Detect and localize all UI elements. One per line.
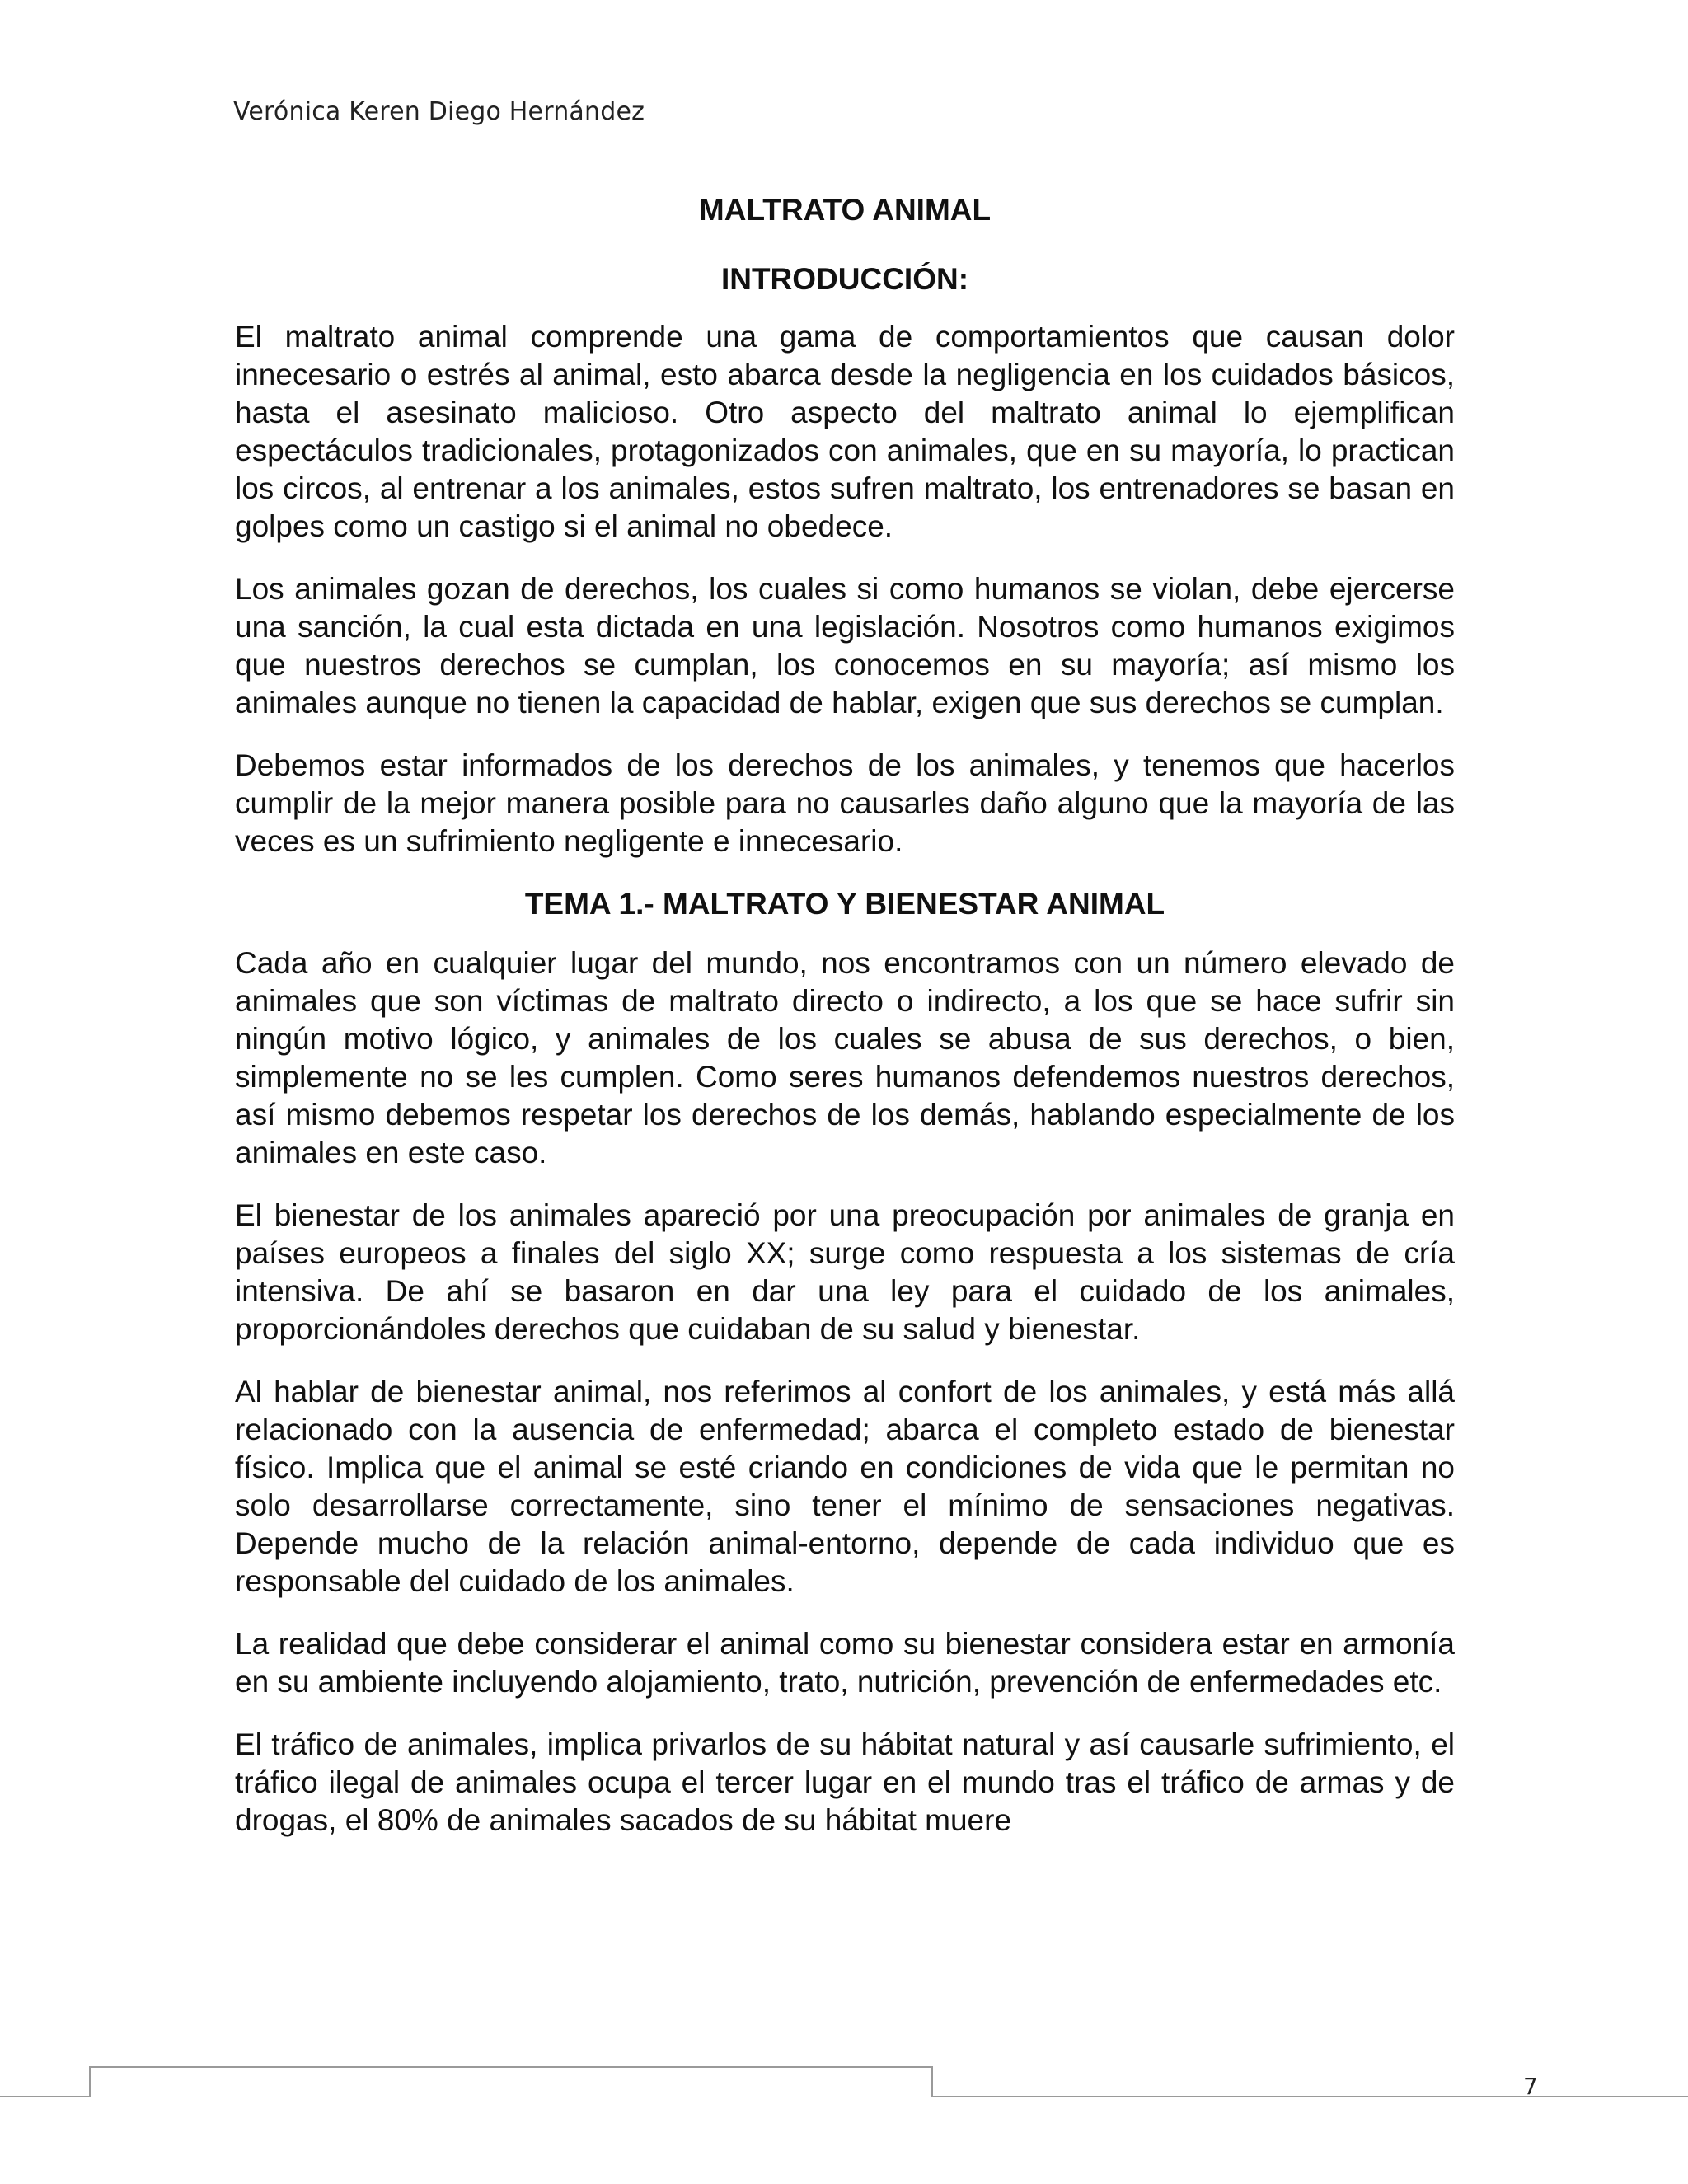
document-body xyxy=(235,191,1455,1840)
tema1-paragraph-5: El tráfico de animales, implica privarlos de su hábitat natural y así causarle sufrimiento, el tráfico ilegal de animales ocupa el tercer lugar en el mundo tras el tráfico de armas y de drogas, el 80% de animales sacados de su hábitat muere xyxy=(235,1727,1455,1837)
intro-paragraph-1: El maltrato animal comprende una gama de comportamientos que causan dolor innecesario o estrés al animal, esto abarca desde la negligencia en los cuidados básicos, hasta el asesinato malicioso. Otro aspecto del maltrato animal lo ejemplifican espectáculos tradicionales, protagonizados con animales, que en su mayoría, lo practican los circos, al entrenar a los animales, estos sufren maltrato, los entrenadores se basan en golpes como un castigo si el animal no obedece. xyxy=(235,320,1455,543)
footer-box xyxy=(89,2066,933,2097)
document-title: MALTRATO ANIMAL xyxy=(698,193,992,227)
intro-paragraph-3: Debemos estar informados de los derechos de los animales, y tenemos que hacerlos cumplir de la mejor manera posible para no causarles daño alguno que la mayoría de las veces es un sufrimiento negligente e innecesario. xyxy=(235,748,1455,858)
intro-heading: INTRODUCCIÓN: xyxy=(720,262,969,296)
intro-paragraph-2: Los animales gozan de derechos, los cuales si como humanos se violan, debe ejercerse una sanción, la cual esta dictada en una legislación. Nosotros como humanos exigimos que nuestros derechos se cumplan, los conocemos en su mayoría; así mismo los animales aunque no tienen la capacidad de hablar, exigen que sus derechos se cumplan. xyxy=(235,572,1455,719)
tema1-paragraph-1: Cada año en cualquier lugar del mundo, nos encontramos con un número elevado de animales que son víctimas de maltrato directo o indirecto, a los que se hace sufrir sin ningún motivo lógico, y animales de los cuales se abusa de sus derechos, o bien, simplemente no se les cumplen. Como seres humanos defendemos nuestros derechos, así mismo debemos respetar los derechos de los demás, hablando especialmente de los animales en este caso. xyxy=(235,946,1455,1169)
footer-rule-right xyxy=(931,2096,1688,2097)
tema1-paragraph-4: La realidad que debe considerar el animal como su bienestar considera estar en armonía en su ambiente incluyendo alojamiento, trato, nutrición, prevención de enfermedades etc. xyxy=(235,1627,1455,1699)
page-number: 7 xyxy=(1523,2073,1538,2100)
tema1-heading: TEMA 1.- MALTRATO Y BIENESTAR ANIMAL xyxy=(524,887,1165,921)
tema1-paragraph-2: El bienestar de los animales apareció por una preocupación por animales de granja en países europeos a finales del siglo XX; surge como respuesta a los sistemas de cría intensiva. De ahí se basaron en dar una ley para el cuidado de los animales, proporcionándoles derechos que cuidaban de su salud y bienestar. xyxy=(235,1198,1455,1346)
footer-rule-left xyxy=(0,2096,89,2097)
header-author: Verónica Keren Diego Hernández xyxy=(233,97,645,126)
tema1-paragraph-3: Al hablar de bienestar animal, nos referimos al confort de los animales, y está más allá relacionado con la ausencia de enfermedad; abarca el completo estado de bienestar físico. Implica que el animal se esté criando en condiciones de vida que le permitan no solo desarrollarse correctamente, sino tener el mínimo de sensaciones negativas. Depende mucho de la relación animal-entorno, depende de cada individuo que es responsable del cuidado de los animales. xyxy=(235,1375,1455,1598)
